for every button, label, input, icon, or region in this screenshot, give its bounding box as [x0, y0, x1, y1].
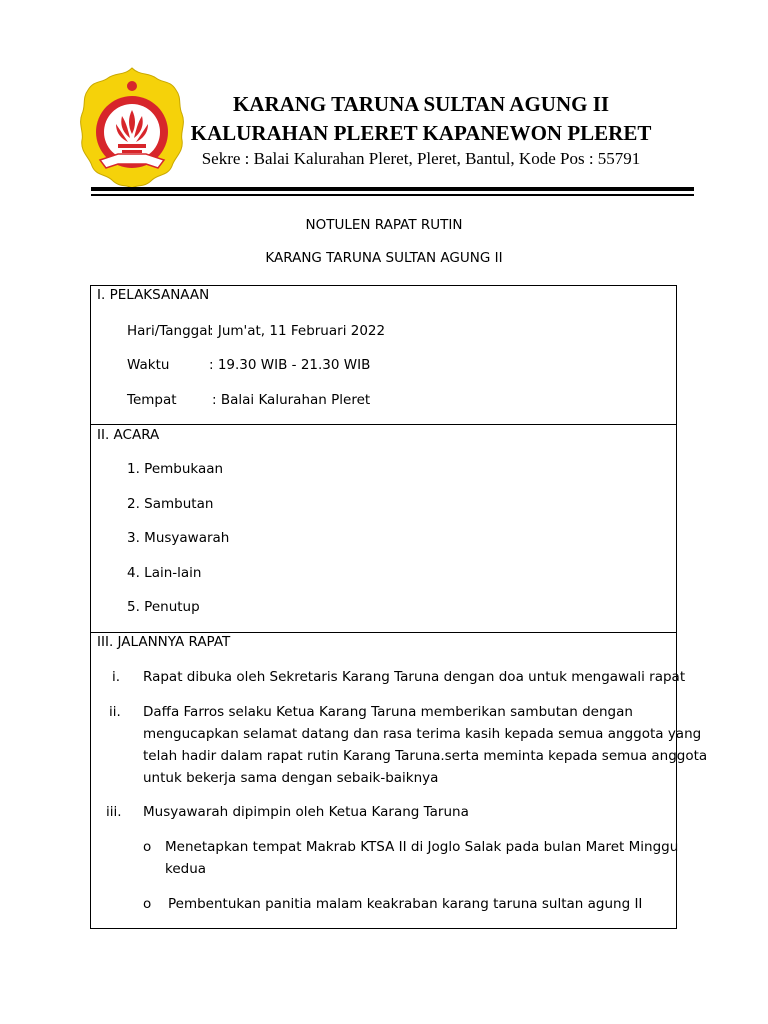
- acara-item: 3. Musyawarah: [127, 530, 230, 546]
- item-text: Rapat dibuka oleh Sekretaris Karang Taruna dengan doa untuk mengawali rapat: [143, 669, 686, 685]
- org-address: Sekre : Balai Kalurahan Pleret, Pleret, Bantul, Kode Pos : 55791: [201, 149, 641, 168]
- bullet-mark: o: [143, 839, 152, 855]
- karang-taruna-logo: [78, 66, 186, 190]
- bullet-text-line: Pembentukan panitia malam keakraban karang taruna sultan agung II: [168, 896, 643, 912]
- section-heading-jalannya: III. JALANNYA RAPAT: [97, 634, 231, 650]
- letterhead-rule-thick: [91, 187, 694, 191]
- item-number: i.: [112, 669, 121, 685]
- waktu-value: : 19.30 WIB - 21.30 WIB: [209, 357, 371, 373]
- document-title: NOTULEN RAPAT RUTIN: [305, 217, 463, 233]
- tempat-value: : Balai Kalurahan Pleret: [212, 392, 371, 408]
- waktu-label: Waktu: [127, 357, 170, 373]
- item-text-line: mengucapkan selamat datang dan rasa terima kasih kepada semua anggota yang: [143, 726, 702, 742]
- document-subtitle: KARANG TARUNA SULTAN AGUNG II: [265, 250, 503, 266]
- acara-item: 2. Sambutan: [127, 496, 214, 512]
- letterhead-rule-thin: [91, 194, 694, 196]
- section-heading-acara: II. ACARA: [97, 427, 160, 443]
- section-divider: [90, 424, 677, 425]
- bullet-mark: o: [143, 896, 152, 912]
- tempat-label: Tempat: [127, 392, 177, 408]
- item-text-line: telah hadir dalam rapat rutin Karang Taruna.serta meminta kepada semua anggota: [143, 748, 708, 764]
- bullet-text-line: kedua: [165, 861, 207, 877]
- hari-value: : Jum'at, 11 Februari 2022: [209, 323, 386, 339]
- section-heading-pelaksanaan: I. PELAKSANAAN: [97, 287, 210, 303]
- bullet-text-line: Menetapkan tempat Makrab KTSA II di Joglo Salak pada bulan Maret Minggu: [165, 839, 679, 855]
- acara-item: 5. Penutup: [127, 599, 200, 615]
- acara-item: 4. Lain-lain: [127, 565, 202, 581]
- item-text-line: untuk bekerja sama dengan sebaik-baiknya: [143, 770, 439, 786]
- item-number: iii.: [106, 804, 122, 820]
- org-name: KARANG TARUNA SULTAN AGUNG II: [232, 92, 610, 116]
- acara-item: 1. Pembukaan: [127, 461, 224, 477]
- item-number: ii.: [109, 704, 121, 720]
- org-location: KALURAHAN PLERET KAPANEWON PLERET: [190, 121, 652, 145]
- hari-label: Hari/Tanggal: [127, 323, 212, 339]
- item-text: Musyawarah dipimpin oleh Ketua Karang Taruna: [143, 804, 469, 820]
- item-text-line: Daffa Farros selaku Ketua Karang Taruna memberikan sambutan dengan: [143, 704, 633, 720]
